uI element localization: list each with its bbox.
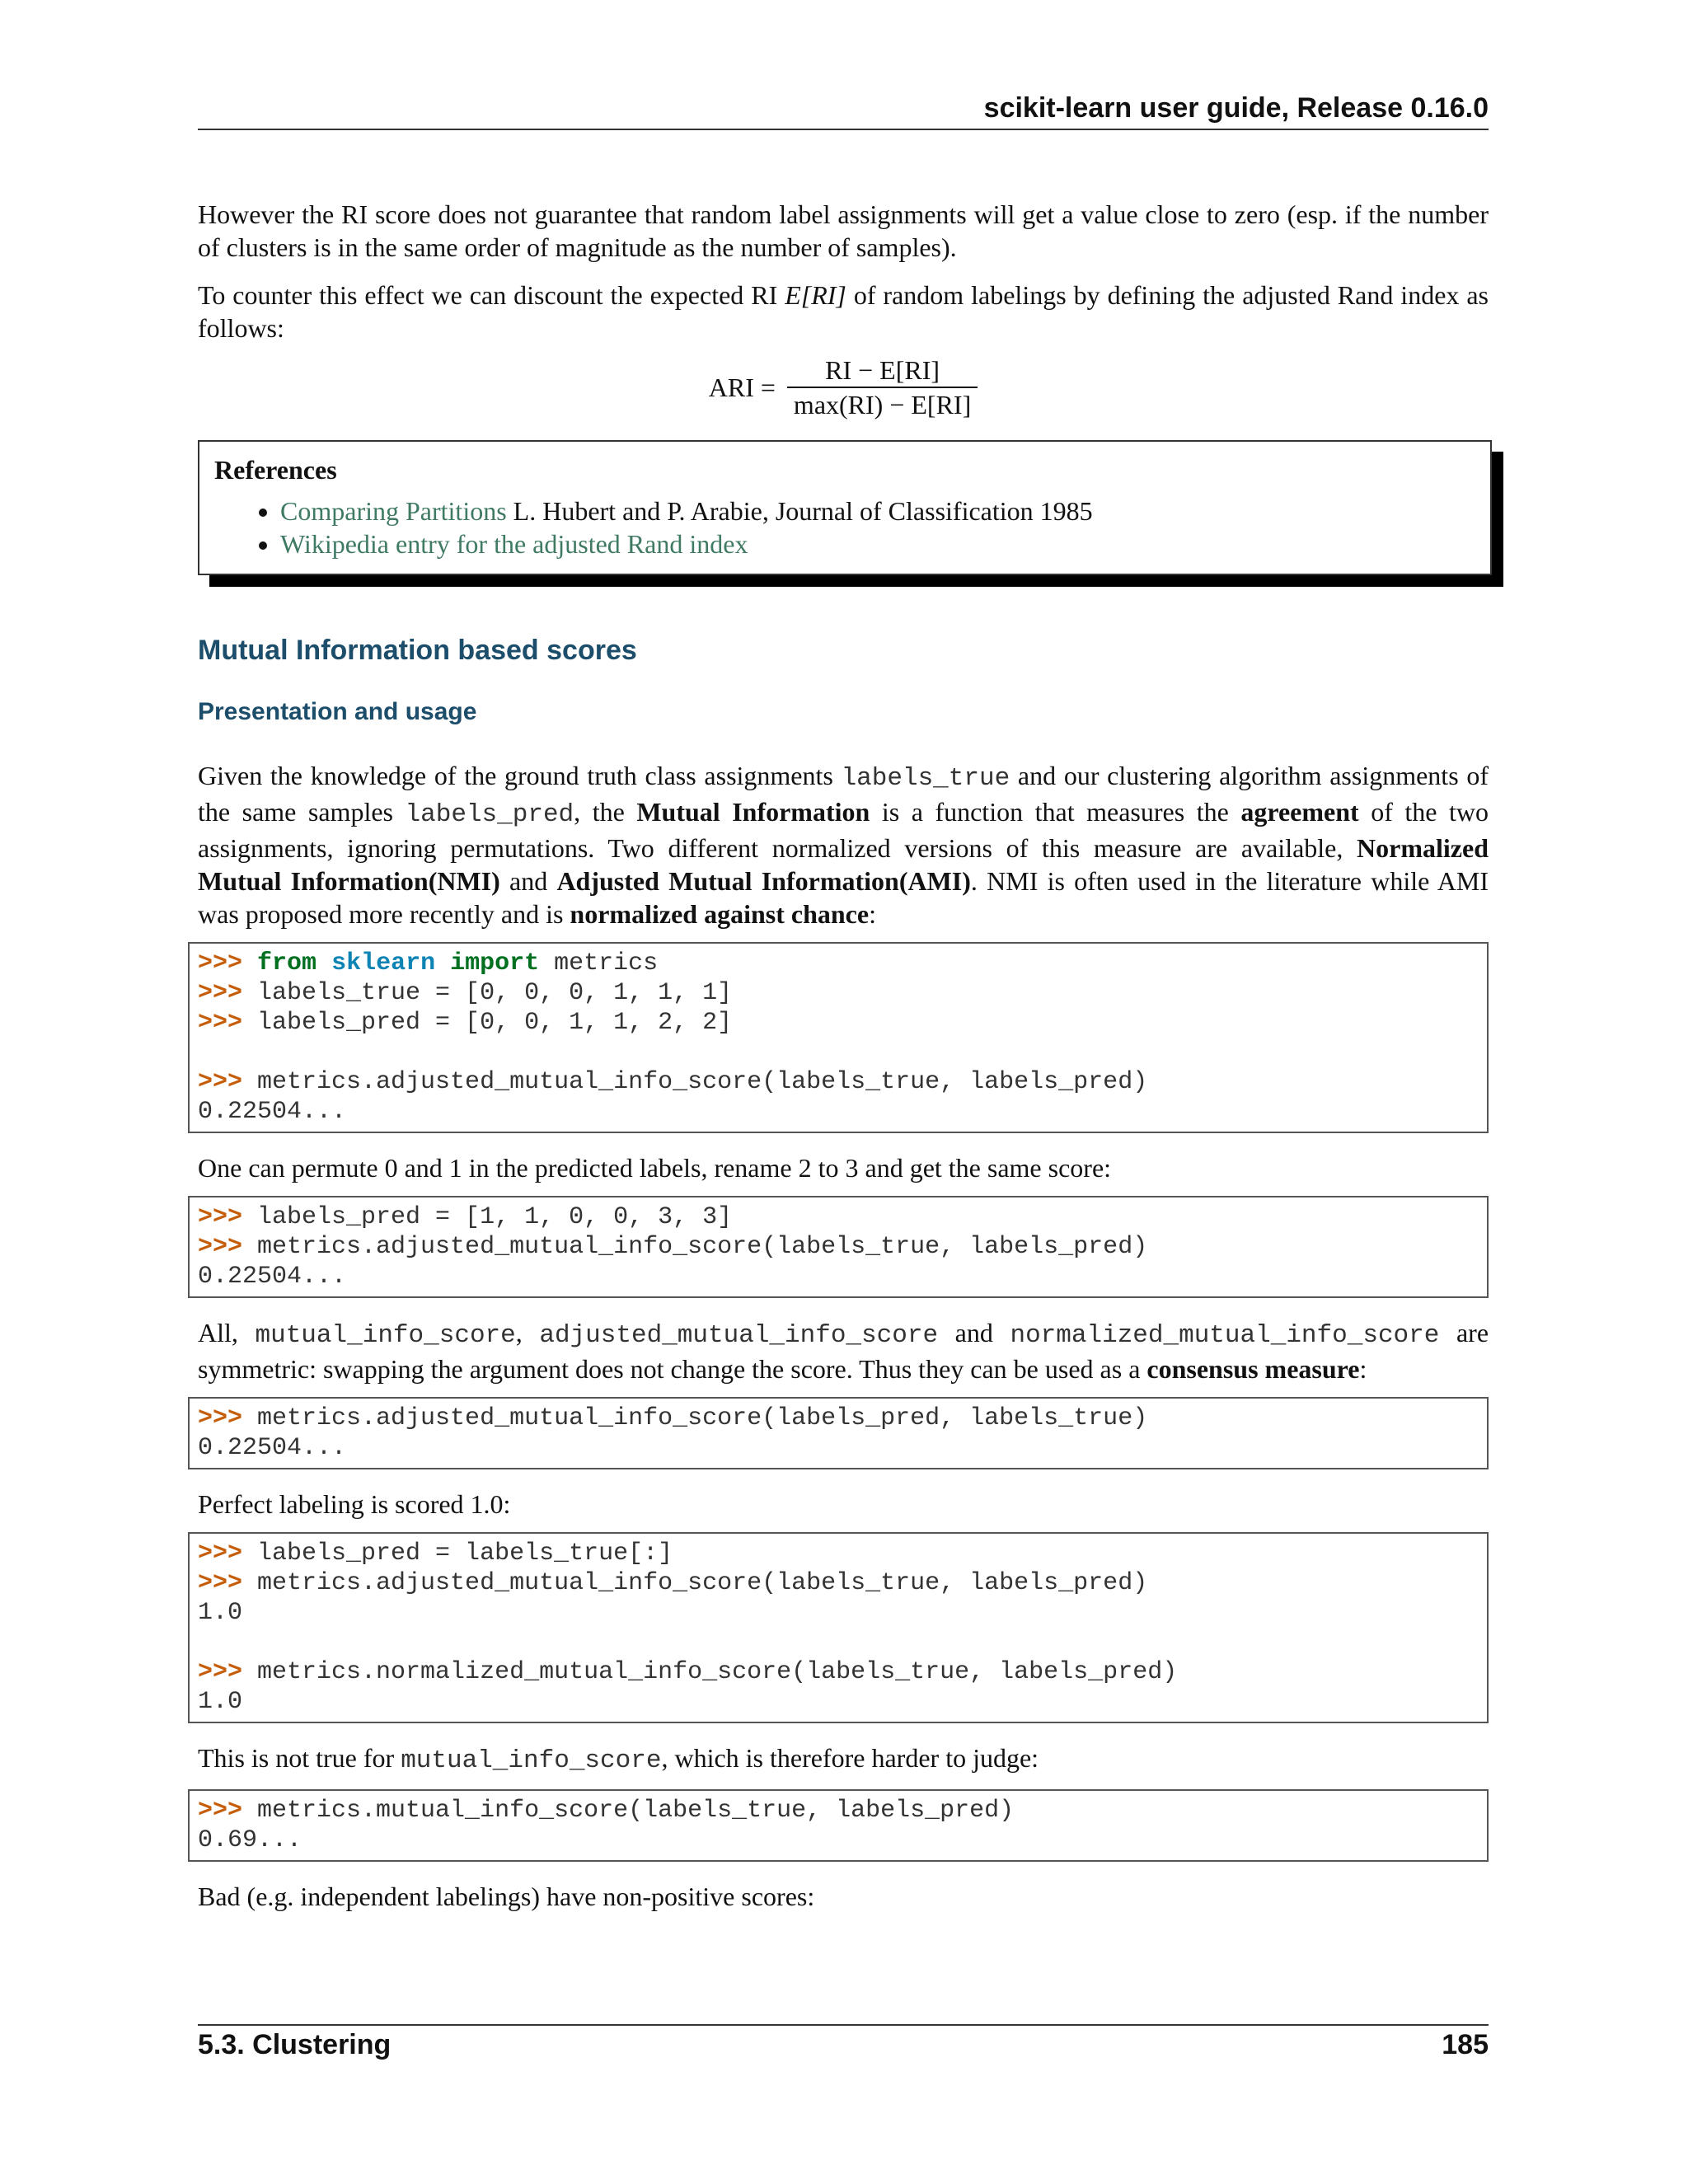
formula-numerator: RI − E[RI] (825, 355, 940, 385)
code-line (198, 1539, 1479, 1568)
formula-fraction (787, 354, 978, 421)
reference-item (280, 527, 1475, 560)
text-run: and our clustering algorithm assignments of the same samples (198, 761, 1489, 827)
ari-formula (198, 349, 1489, 425)
code-output: 1.0 (198, 1688, 243, 1716)
code-text: metrics.adjusted_mutual_info_score(labels_true, labels_pred) (242, 1068, 1148, 1096)
footer-section: 5.3. Clustering (198, 2029, 392, 2060)
code-text: metrics.mutual_info_score(labels_true, labels_pred) (242, 1797, 1015, 1825)
paragraph-ri-caveat: However the RI score does not guarantee that random label assignments will get a value close to zero (esp. if the number of clusters is in the same order of magnitude as the number of samples). (198, 199, 1489, 262)
paragraph-symmetric (198, 1316, 1489, 1385)
keyword: from (257, 949, 317, 977)
bold-term: normalized against chance (570, 899, 870, 929)
code-line (198, 1008, 1479, 1038)
code-line (198, 1404, 1479, 1433)
prompt: >>> (198, 949, 243, 977)
code-line (198, 1657, 1479, 1687)
subsection-title: Presentation and usage (198, 698, 477, 725)
bold-term: consensus measure (1146, 1354, 1360, 1384)
code-line-blank (198, 1038, 1479, 1067)
code-block-3 (188, 1397, 1489, 1469)
reference-text: L. Hubert and P. Arabie, Journal of Classification 1985 (506, 496, 1093, 526)
text-run: are symmetric: swapping the argument does not change the score. Thus they can be used as a (198, 1318, 1489, 1384)
reference-item (280, 494, 1475, 527)
inline-code: adjusted_mutual_info_score (539, 1321, 939, 1350)
text-run: is a function that measures the (870, 797, 1241, 827)
prompt: >>> (198, 1658, 243, 1686)
bold-term: agreement (1240, 797, 1359, 827)
section-title: Mutual Information based scores (198, 635, 637, 666)
link-wikipedia-ari[interactable]: Wikipedia entry for the adjusted Rand index (280, 529, 748, 559)
code-text: metrics.adjusted_mutual_info_score(labels_pred, labels_true) (242, 1404, 1148, 1432)
paragraph-ari-intro (198, 279, 1489, 344)
text-run: This is not true for (198, 1743, 401, 1773)
code-output: 0.22504... (198, 1263, 347, 1291)
text-run: , (515, 1318, 540, 1347)
text-run: , the (574, 797, 637, 827)
code-text: metrics (539, 949, 659, 977)
prompt: >>> (198, 1404, 243, 1432)
text-run: : (869, 899, 876, 929)
code-line (198, 1796, 1479, 1825)
bold-term: Mutual Information (636, 797, 870, 827)
formula-lhs: ARI = (708, 372, 776, 402)
code-text: labels_pred = [1, 1, 0, 0, 3, 3] (242, 1203, 733, 1231)
header-rule (198, 129, 1489, 130)
prompt: >>> (198, 979, 243, 1007)
code-output: 0.22504... (198, 1098, 347, 1126)
code-output: 0.22504... (198, 1434, 347, 1462)
bold-term: Adjusted Mutual Information(AMI) (556, 866, 971, 896)
paragraph-bad-labeling: Bad (e.g. independent labelings) have non-positive scores: (198, 1882, 815, 1911)
prompt: >>> (198, 1540, 243, 1568)
code-block-1 (188, 942, 1489, 1133)
code-text: metrics.adjusted_mutual_info_score(labels_true, labels_pred) (242, 1233, 1148, 1261)
keyword: import (450, 949, 540, 977)
code-output: 0.69... (198, 1826, 302, 1854)
text-run: All, (198, 1318, 256, 1347)
prompt: >>> (198, 1009, 243, 1037)
text-run: : (1359, 1354, 1367, 1384)
text-run: of random labelings by defining the adjusted Rand index as follows: (198, 280, 1489, 343)
math-expected-ri: E[RI] (785, 280, 846, 310)
inline-code: mutual_info_score (255, 1321, 516, 1350)
code-line (198, 1067, 1479, 1097)
formula-denominator: max(RI) − E[RI] (793, 390, 972, 419)
text-run: To counter this effect we can discount the expected RI (198, 280, 785, 310)
code-line (198, 949, 1479, 978)
code-line (198, 1202, 1479, 1232)
references-title: References (214, 455, 337, 485)
text-run: Given the knowledge of the ground truth class assignments (198, 761, 842, 790)
paragraph-permute: One can permute 0 and 1 in the predicted labels, rename 2 to 3 and get the same score: (198, 1153, 1112, 1183)
text-run: and (938, 1318, 1010, 1347)
bold-term: Normalized Mutual Information(NMI) (198, 833, 1489, 896)
prompt: >>> (198, 1797, 243, 1825)
text-run: , which is therefore harder to judge: (661, 1743, 1039, 1773)
code-line (198, 1232, 1479, 1262)
references-list (214, 494, 1475, 560)
code-text: metrics.adjusted_mutual_info_score(labels_true, labels_pred) (242, 1569, 1148, 1597)
inline-code: normalized_mutual_info_score (1010, 1321, 1440, 1350)
code-text: labels_pred = labels_true[:] (242, 1540, 673, 1568)
paragraph-mutual-info (198, 759, 1489, 930)
code-block-5 (188, 1789, 1489, 1862)
prompt: >>> (198, 1068, 243, 1096)
inline-code: labels_true (841, 764, 1010, 793)
text-run: of the two assignments, ignoring permutations. Two different normalized versions of this measure are available, (198, 797, 1489, 863)
code-text: labels_pred = [0, 0, 1, 1, 2, 2] (242, 1009, 733, 1037)
running-header: scikit-learn user guide, Release 0.16.0 (983, 92, 1489, 124)
text-run: and (499, 866, 557, 896)
code-text: metrics.normalized_mutual_info_score(labels_true, labels_pred) (242, 1658, 1178, 1686)
code-line (198, 978, 1479, 1008)
prompt: >>> (198, 1569, 243, 1597)
code-output: 1.0 (198, 1599, 243, 1627)
text-run: . NMI is often used in the literature while AMI was proposed more recently and is (198, 866, 1489, 929)
prompt: >>> (198, 1233, 243, 1261)
inline-code: labels_pred (405, 800, 574, 829)
prompt: >>> (198, 1203, 243, 1231)
code-line-blank (198, 1628, 1479, 1657)
page-body (198, 198, 1489, 1913)
paragraph-not-true (198, 1741, 1489, 1778)
inline-code: mutual_info_score (401, 1746, 662, 1775)
link-comparing-partitions[interactable]: Comparing Partitions (280, 496, 507, 526)
code-line (198, 1568, 1479, 1598)
code-block-2 (188, 1196, 1489, 1298)
module-name: sklearn (331, 949, 436, 977)
page-number: 185 (1442, 2029, 1489, 2060)
footer-rule (198, 2024, 1489, 2026)
code-text: labels_true = [0, 0, 0, 1, 1, 1] (242, 979, 733, 1007)
references-box (198, 440, 1492, 575)
code-block-4 (188, 1532, 1489, 1723)
paragraph-perfect: Perfect labeling is scored 1.0: (198, 1489, 511, 1519)
